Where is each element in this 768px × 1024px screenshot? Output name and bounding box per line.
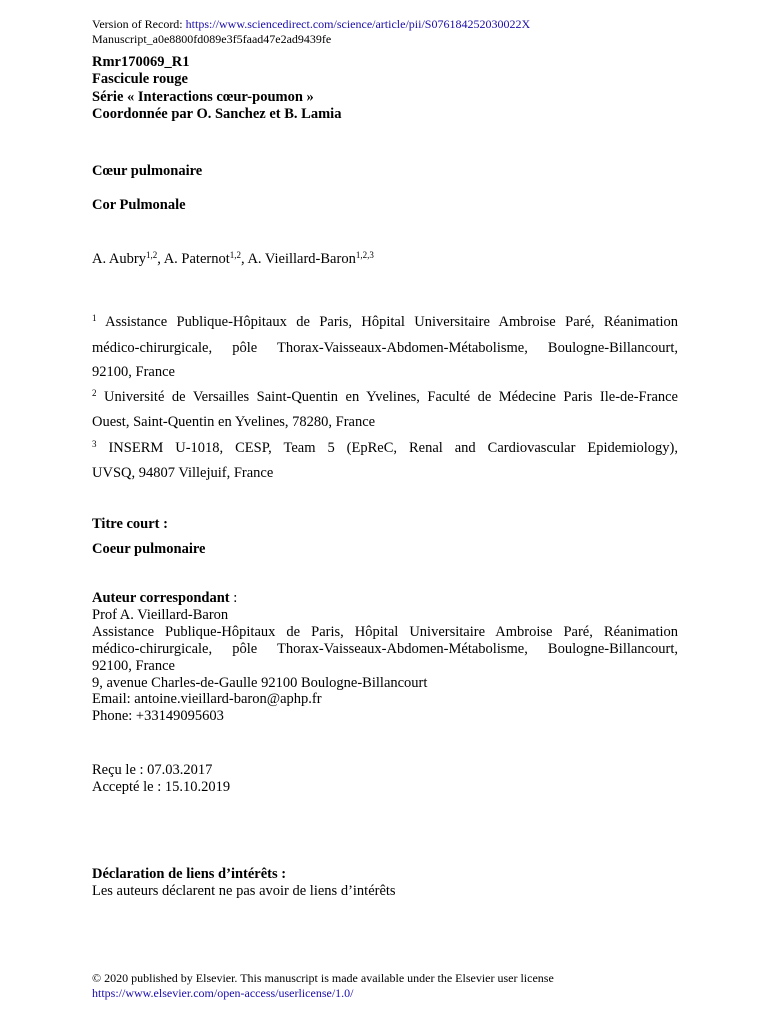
corresponding-phone: Phone: +33149095603 xyxy=(92,708,224,724)
short-title-value: Coeur pulmonaire xyxy=(92,541,206,557)
affiliation-number: 1 xyxy=(92,313,97,323)
affiliation-number: 2 xyxy=(92,388,97,398)
license-link[interactable]: https://www.elsevier.com/open-access/userlicense/1.0/ xyxy=(92,986,354,1000)
accepted-date: Accepté le : 15.10.2019 xyxy=(92,779,231,795)
conflicts-label: Déclaration de liens d’intérêts : xyxy=(92,866,287,882)
corresponding-author-name: Prof A. Vieillard-Baron xyxy=(92,607,229,623)
affiliation-1-line: 92100, France xyxy=(92,364,175,380)
short-title-label: Titre court : xyxy=(92,516,168,532)
author-affiliation-ref: 1,2 xyxy=(145,250,158,260)
version-label: Version of Record: xyxy=(92,17,183,31)
version-link[interactable]: https://www.sciencedirect.com/science/article/pii/S076184252030022X xyxy=(185,17,531,31)
author-name: A. Vieillard-Baron xyxy=(247,251,356,267)
corresponding-author-label: Auteur correspondant xyxy=(92,590,230,606)
copyright-notice: © 2020 published by Elsevier. This manuscript is made available under the Elsevier user license xyxy=(92,971,554,985)
affiliation-2-line: Ouest, Saint-Quentin en Yvelines, 78280, France xyxy=(92,414,376,430)
corresponding-email: Email: antoine.vieillard-baron@aphp.fr xyxy=(92,691,322,707)
title-french: Cœur pulmonaire xyxy=(92,163,203,179)
author-affiliation-ref: 1,2 xyxy=(229,250,241,260)
author-affiliation-ref: 1,2,3 xyxy=(355,250,374,260)
corresponding-address-line: 92100, France xyxy=(92,658,175,674)
affiliation-3-line: $^3$ INSERM U-1018, CESP, Team 5 (EpReC, Renal and Cardiovascular Epidemiology), xyxy=(92,439,678,456)
affiliation-3-line: UVSQ, 94807 Villejuif, France xyxy=(92,465,274,481)
author-separator: , xyxy=(240,251,248,267)
coordination: Coordonnée par O. Sanchez et B. Lamia xyxy=(92,106,342,122)
corresponding-address-line: Assistance Publique-Hôpitaux de Paris, Hôpital Universitaire Ambroise Paré, Réanimation xyxy=(92,624,678,640)
author-list xyxy=(92,251,374,268)
series: Série « Interactions cœur-poumon » xyxy=(92,89,314,105)
received-date: Reçu le : 07.03.2017 xyxy=(92,762,213,778)
conflicts-text: Les auteurs déclarent ne pas avoir de liens d’intérêts xyxy=(92,883,396,899)
manuscript-ref: Rmr170069_R1 xyxy=(92,54,190,70)
fascicle: Fascicule rouge xyxy=(92,71,188,87)
version-of-record xyxy=(92,17,530,31)
affiliation-1-line: médico-chirurgicale, pôle Thorax-Vaisseaux-Abdomen-Métabolisme, Boulogne-Billancourt, xyxy=(92,340,678,356)
author-name: A. Aubry xyxy=(92,251,146,267)
corresponding-author-heading: Auteur correspondant : xyxy=(92,590,238,606)
author-separator: , xyxy=(157,251,164,267)
affiliation-number: 3 xyxy=(92,439,97,449)
corresponding-address-line: médico-chirurgicale, pôle Thorax-Vaisseaux-Abdomen-Métabolisme, Boulogne-Billancourt, xyxy=(92,641,678,657)
affiliation-2-line: $^2$ Université de Versailles Saint-Quentin en Yvelines, Faculté de Médecine Paris Ile-de-France xyxy=(92,388,678,405)
affiliation-1-line: $^1$ Assistance Publique-Hôpitaux de Paris, Hôpital Universitaire Ambroise Paré, Réanimation xyxy=(92,313,679,330)
author-name: A. Paternot xyxy=(163,251,230,267)
corresponding-address-line: 9, avenue Charles-de-Gaulle 92100 Boulogne-Billancourt xyxy=(92,675,428,691)
title-english: Cor Pulmonale xyxy=(92,197,186,213)
manuscript-id: Manuscript_a0e8800fd089e3f5faad47e2ad9439fe xyxy=(92,32,332,46)
